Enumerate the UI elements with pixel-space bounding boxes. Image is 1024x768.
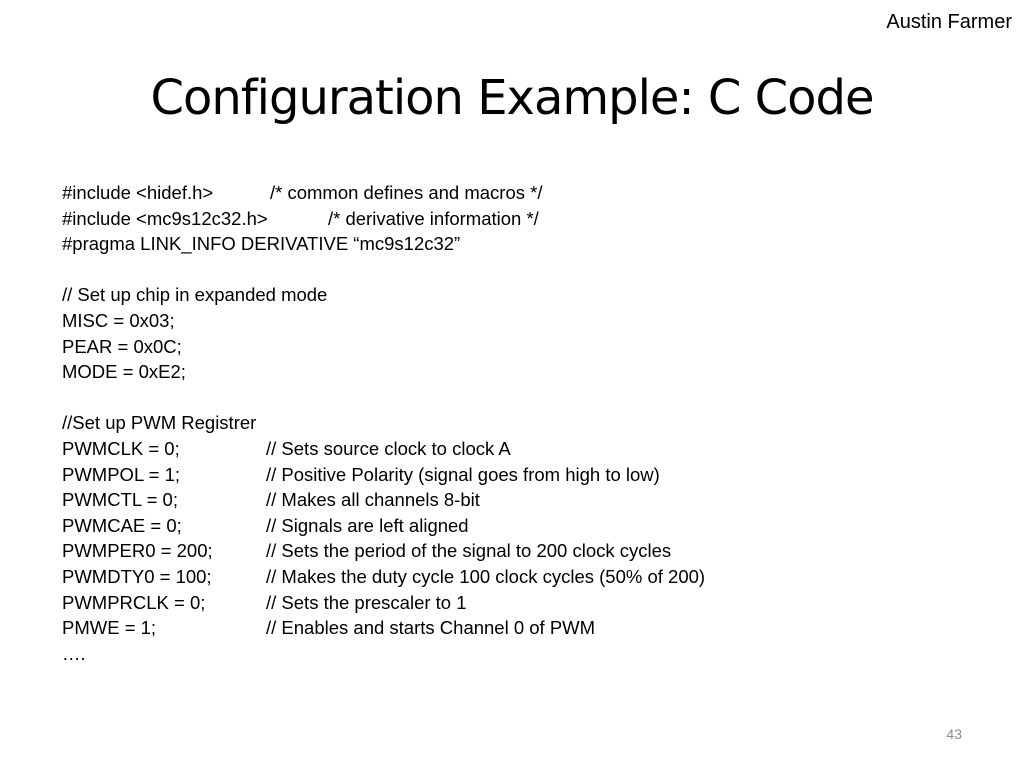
code-line-pragma: #pragma LINK_INFO DERIVATIVE “mc9s12c32”	[62, 233, 461, 255]
code-line-pear: PEAR = 0x0C;	[62, 335, 182, 357]
code-statement: PWMCTL = 0;	[62, 489, 178, 511]
author-name: Austin Farmer	[886, 11, 1012, 33]
code-line-mode: MODE = 0xE2;	[62, 361, 186, 383]
code-line-pwmctl	[62, 487, 705, 513]
code-comment: // Makes all channels 8-bit	[266, 489, 480, 511]
code-line-include-hidef	[62, 180, 705, 206]
code-line-pwmper0	[62, 538, 705, 564]
code-ellipsis: ….	[62, 642, 86, 664]
code-line-pwmprclk	[62, 590, 705, 616]
code-comment: // Sets source clock to clock A	[266, 437, 511, 459]
code-blank-line	[62, 385, 705, 411]
code-comment: /* common defines and macros */	[270, 182, 543, 203]
code-line-pwmclk	[62, 436, 705, 462]
code-comment-pwm-setup: //Set up PWM Registrer	[62, 412, 257, 434]
code-statement: #include <hidef.h>	[62, 182, 214, 203]
code-statement: #include <mc9s12c32.h>	[62, 207, 268, 229]
code-comment: // Signals are left aligned	[266, 514, 469, 536]
code-blank-line	[62, 257, 705, 283]
code-line-pwmpol	[62, 462, 705, 488]
code-comment: // Positive Polarity (signal goes from high to low)	[266, 463, 660, 485]
code-statement: PWMDTY0 = 100;	[62, 565, 212, 587]
code-comment-expanded-mode: // Set up chip in expanded mode	[62, 284, 328, 306]
code-statement: PWMPRCLK = 0;	[62, 591, 206, 613]
code-line-pwmcae	[62, 513, 705, 539]
code-statement: PWMCLK = 0;	[62, 437, 180, 459]
code-comment: // Sets the prescaler to 1	[266, 591, 467, 613]
code-line-pmwe	[62, 615, 705, 641]
code-comment: /* derivative information */	[328, 207, 539, 229]
code-line-include-derivative	[62, 206, 705, 232]
slide-title: Configuration Example: C Code	[150, 70, 874, 126]
code-comment: // Enables and starts Channel 0 of PWM	[266, 617, 596, 639]
code-statement: PWMPER0 = 200;	[62, 540, 213, 562]
code-line-pwmdty0	[62, 564, 705, 590]
code-line-misc: MISC = 0x03;	[62, 309, 175, 331]
slide-number: 43	[946, 726, 962, 742]
code-statement: PWMCAE = 0;	[62, 514, 182, 536]
code-statement: PMWE = 1;	[62, 617, 157, 639]
code-statement: PWMPOL = 1;	[62, 463, 181, 485]
code-block	[62, 180, 705, 666]
code-comment: // Makes the duty cycle 100 clock cycles (50% of 200)	[266, 565, 706, 587]
code-comment: // Sets the period of the signal to 200 clock cycles	[266, 540, 672, 562]
